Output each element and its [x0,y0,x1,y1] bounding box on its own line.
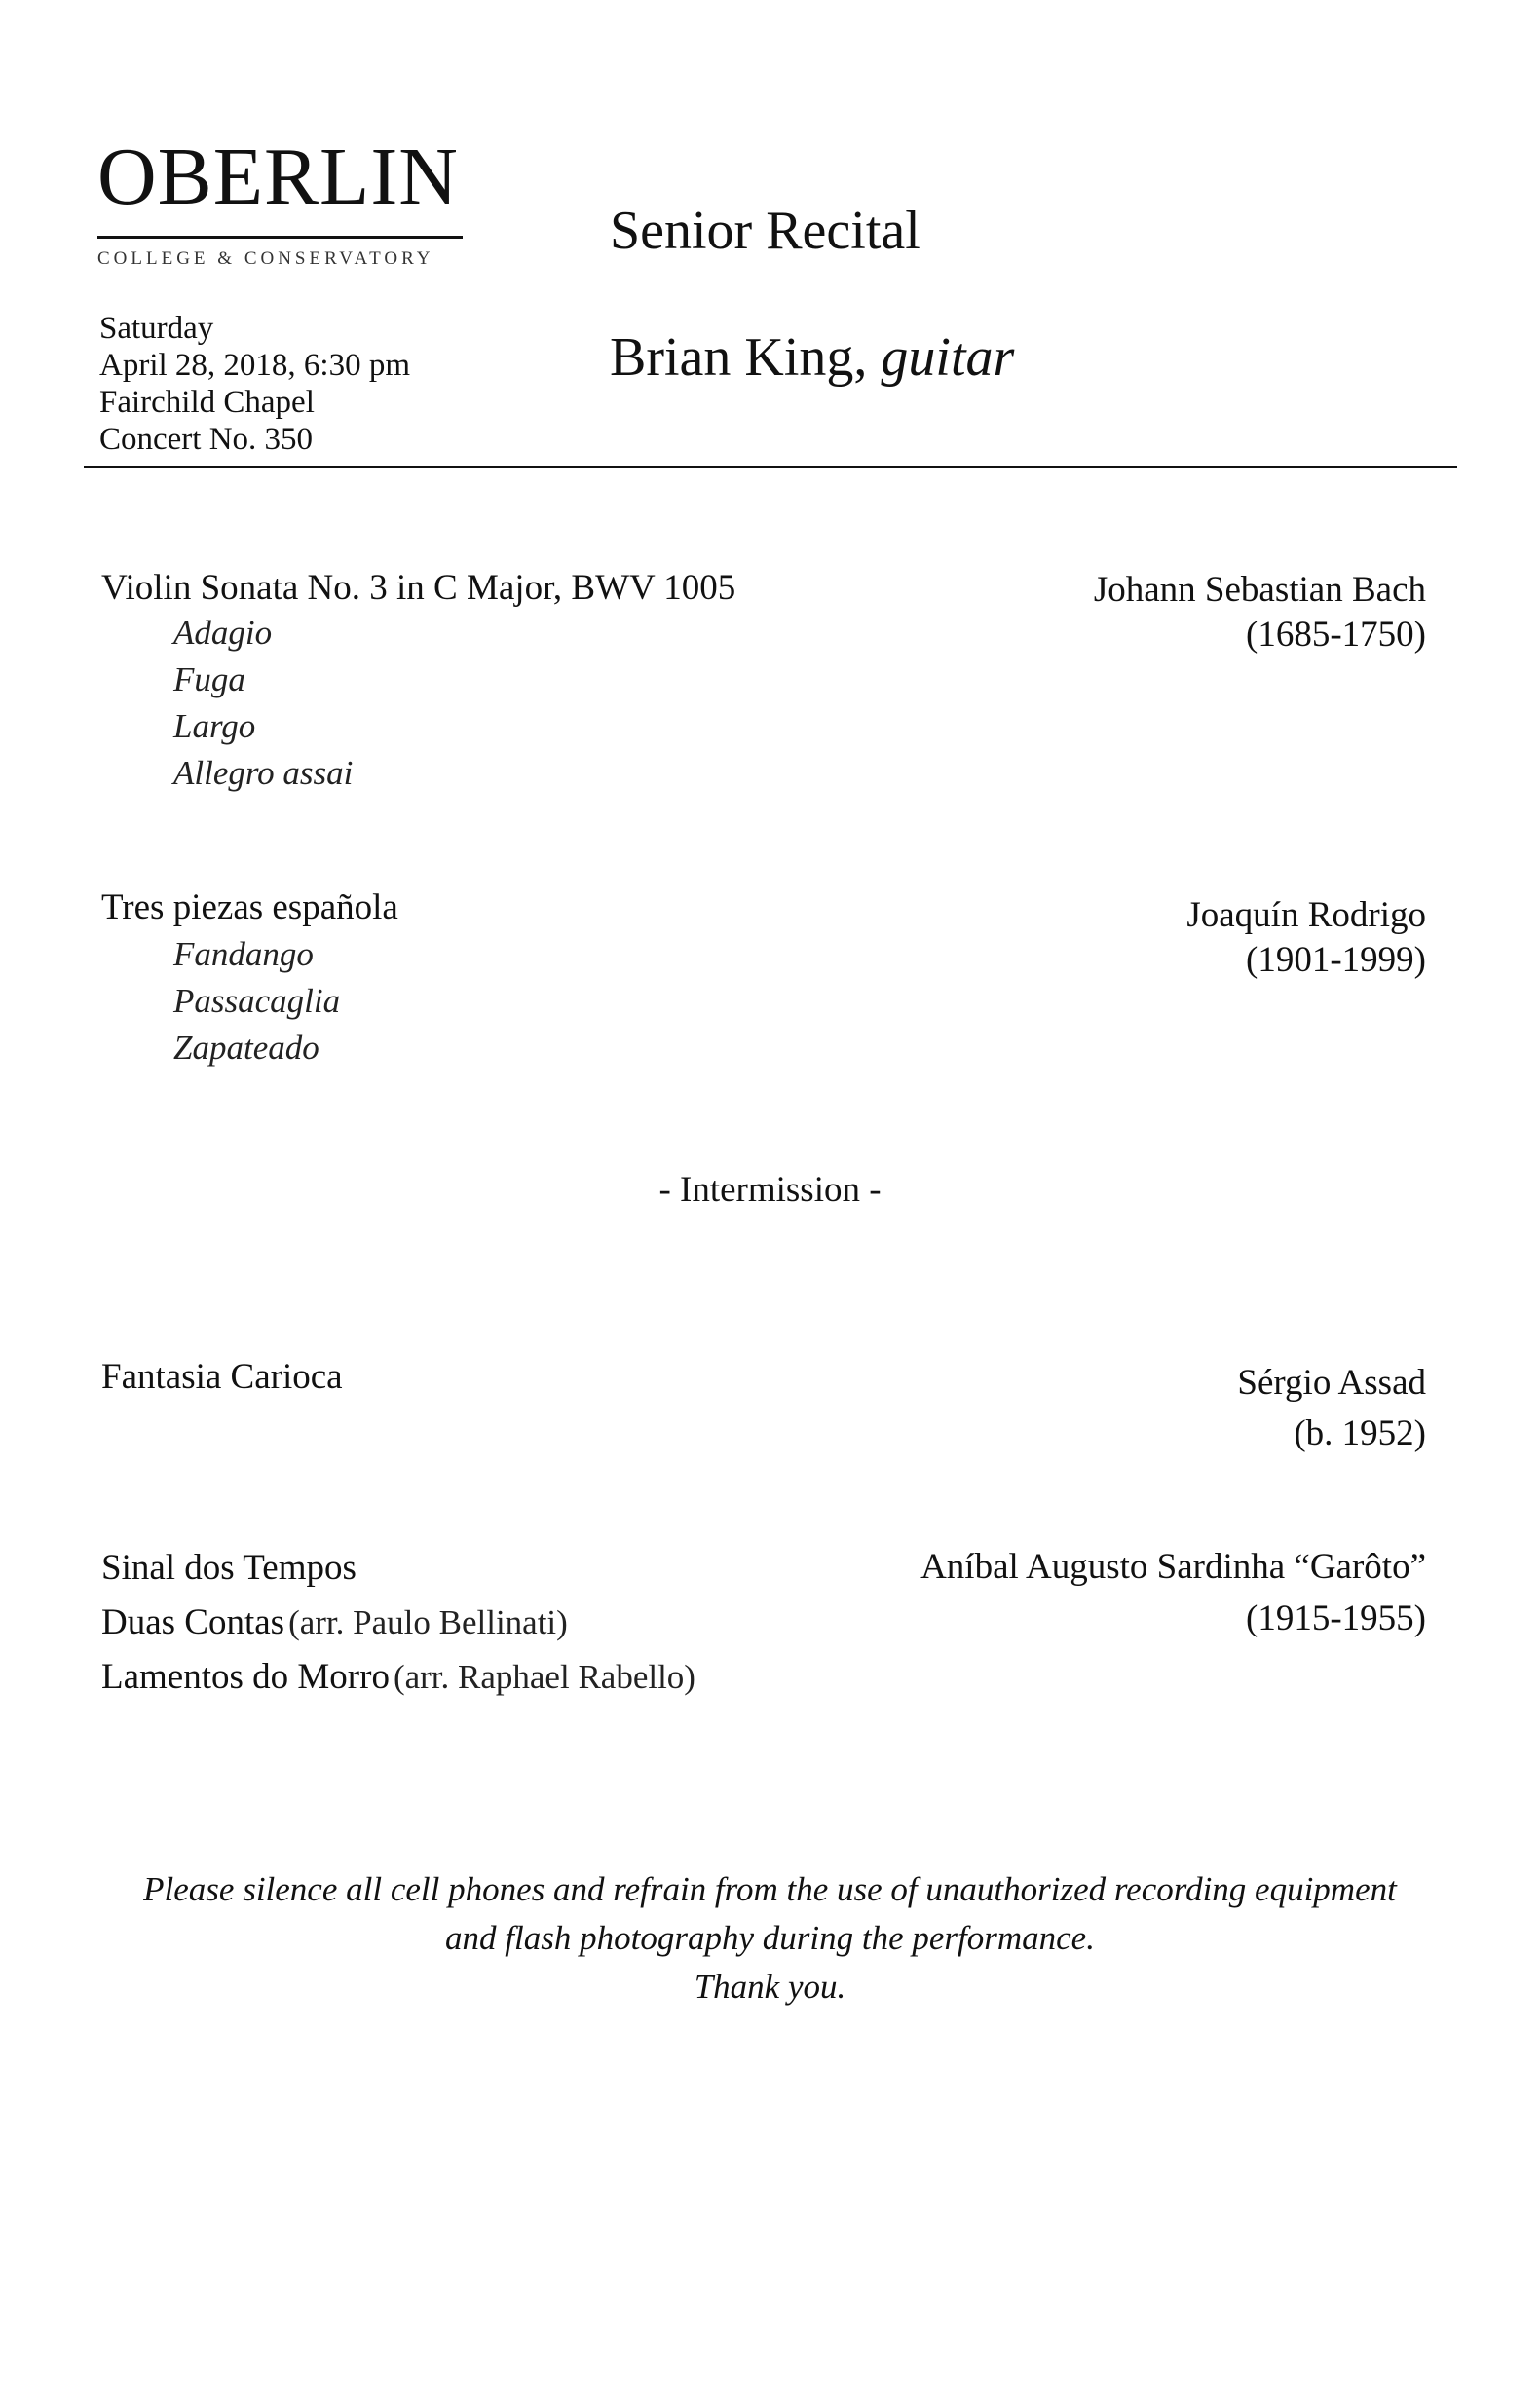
movement-list [173,610,353,797]
composer-dates: (1915-1955) [1246,1598,1426,1638]
composer-dates: (1685-1750) [1246,615,1426,655]
piece-row [101,1653,695,1708]
header-divider [84,466,1457,468]
notice-line: Please silence all cell phones and refrain from the use of unauthorized recording equipment [143,1870,1397,1908]
movement: Adagio [173,614,273,652]
concert-number: Concert No. 350 [99,422,314,457]
event-details [99,310,410,458]
arranger: (arr. Paulo Bellinati) [288,1603,568,1641]
composer-name: Sérgio Assad [1237,1363,1426,1403]
arranger: (arr. Raphael Rabello) [393,1658,695,1696]
composer-name: Johann Sebastian Bach [1093,570,1426,610]
movement: Zapateado [173,1029,319,1067]
piece-title: Tres piezas española [101,887,398,927]
movement: Passacaglia [173,982,341,1020]
event-day: Saturday [99,311,214,346]
performer-instrument: guitar [881,327,1015,388]
piece-title: Fantasia Carioca [101,1357,343,1397]
movement: Allegro assai [173,754,354,792]
movement: Fuga [173,660,245,698]
movement: Largo [173,707,256,745]
movement: Fandango [173,935,314,973]
piece-title: Violin Sonata No. 3 in C Major, BWV 1005 [101,568,736,608]
piece-row [101,1544,695,1598]
piece-title: Duas Contas [101,1602,285,1642]
intermission-label: - Intermission - [658,1170,882,1210]
composer-name: Joaquín Rodrigo [1186,895,1426,935]
notice-thanks: Thank you. [694,1968,846,2006]
oberlin-logo [97,132,468,270]
performer [610,326,1014,389]
performer-name: Brian King, [610,327,868,388]
event-venue: Fairchild Chapel [99,385,315,420]
piece-title: Sinal dos Tempos [101,1548,357,1588]
piece-group [101,1544,695,1708]
notice-line: and flash photography during the performance. [445,1919,1095,1957]
composer-dates: (b. 1952) [1294,1413,1426,1453]
piece-row [101,1598,695,1653]
movement-list [173,931,340,1072]
logo-subtitle: COLLEGE & CONSERVATORY [97,248,434,269]
recital-title: Senior Recital [610,201,920,261]
logo-wordmark: OBERLIN [97,132,459,222]
composer-name: Aníbal Augusto Sardinha “Garôto” [920,1547,1426,1587]
event-date-time: April 28, 2018, 6:30 pm [99,348,410,383]
composer-dates: (1901-1999) [1246,940,1426,980]
audience-notice [0,1865,1540,2012]
piece-title: Lamentos do Morro [101,1657,390,1697]
logo-rule [97,236,463,239]
